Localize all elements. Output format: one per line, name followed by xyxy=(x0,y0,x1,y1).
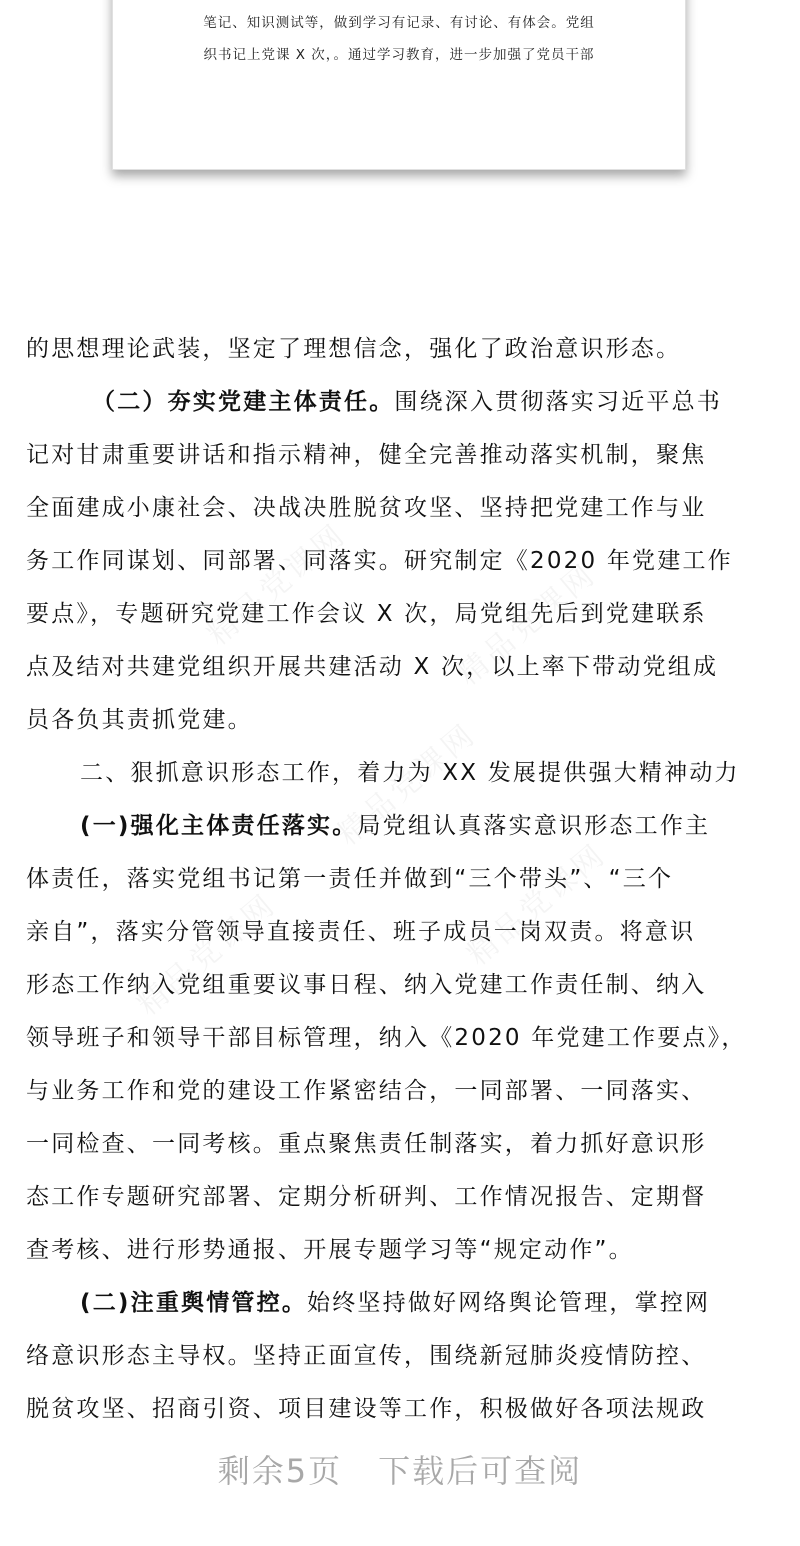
body-line: 的思想理论武装，坚定了理想信念，强化了政治意识形态。 xyxy=(26,336,682,362)
body-text: 围绕深入贯彻落实习近平总书 xyxy=(394,389,723,415)
body-line xyxy=(26,807,710,840)
watermark xyxy=(196,511,355,654)
download-prompt[interactable] xyxy=(0,1446,800,1492)
body-line: 务工作同谋划、同部署、同落实。研究制定《2020 年党建工作 xyxy=(26,548,733,574)
body-line: 查考核、进行形势通报、开展专题学习等“规定动作”。 xyxy=(26,1237,634,1263)
body-line: 形态工作纳入党组重要议事日程、纳入党建工作责任制、纳入 xyxy=(26,972,707,998)
body-line: 要点》，专题研究党建工作会议 X 次，局党组先后到党建联系 xyxy=(26,601,707,627)
body-line: 全面建成小康社会、决战决胜脱贫攻坚、坚持把党建工作与业 xyxy=(26,495,707,521)
body-line: 与业务工作和党的建设工作紧密结合，一同部署、一同落实、 xyxy=(26,1078,707,1104)
body-line: 一同检查、一同考核。重点聚焦责任制落实，着力抓好意识形 xyxy=(26,1131,707,1157)
download-hint-label: 下载后可查阅 xyxy=(378,1452,583,1490)
remaining-pages-label: 剩余5页 xyxy=(217,1452,343,1490)
body-text: 局党组认真落实意识形态工作主 xyxy=(357,813,711,839)
section-heading: （二）夯实党建主体责任。 xyxy=(92,389,395,415)
watermark xyxy=(126,881,285,1024)
chapter-heading: 二、狠抓意识形态工作，着力为 XX 发展提供强大精神动力 xyxy=(80,760,740,786)
preview-line: 笔记、知识测试等，做到学习有记录、有讨论、有体会。党组 xyxy=(203,15,595,31)
section-heading: (二)注重舆情管控。 xyxy=(80,1290,308,1316)
body-line: 亲自”，落实分管领导直接责任、班子成员一岗双责。将意识 xyxy=(26,919,696,945)
body-line: 体责任，落实党组书记第一责任并做到“三个带头”、“三个 xyxy=(26,866,674,892)
body-line: 点及结对共建党组织开展共建活动 X 次，以上率下带动党组成 xyxy=(26,654,719,680)
body-line xyxy=(26,383,722,416)
preview-line: 织书记上党课 X 次，。通过学习教育，进一步加强了党员干部 xyxy=(203,47,595,63)
body-line: 记对甘肃重要讲话和指示精神，健全完善推动落实机制，聚焦 xyxy=(26,442,707,468)
page-preview-card xyxy=(112,0,686,170)
body-line: 态工作专题研究部署、定期分析研判、工作情况报告、定期督 xyxy=(26,1184,707,1210)
body-line: 脱贫攻坚、招商引资、项目建设等工作，积极做好各项法规政 xyxy=(26,1396,707,1422)
body-line: 络意识形态主导权。坚持正面宣传，围绕新冠肺炎疫情防控、 xyxy=(26,1343,707,1369)
body-line: 领导班子和领导干部目标管理，纳入《2020 年党建工作要点》， xyxy=(26,1025,747,1051)
body-text: 始终坚持做好网络舆论管理，掌控网 xyxy=(307,1290,711,1316)
section-heading: (一)强化主体责任落实。 xyxy=(80,813,358,839)
watermark xyxy=(456,831,615,974)
body-line xyxy=(26,1284,710,1317)
body-line: 员各负其责抓党建。 xyxy=(26,707,253,733)
